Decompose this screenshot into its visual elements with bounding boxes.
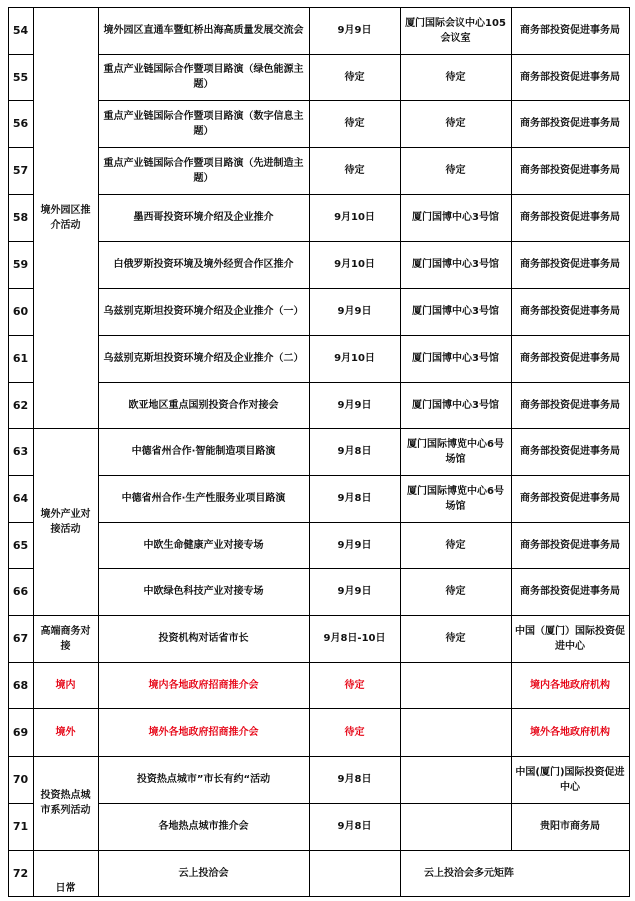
table-border xyxy=(8,7,34,8)
row-number: 61 xyxy=(12,352,29,365)
table-border xyxy=(98,615,630,616)
cell-name: 白俄罗斯投资环境及境外经贸合作区推介 xyxy=(113,259,294,270)
table-border xyxy=(33,7,99,8)
table-border xyxy=(8,850,34,851)
cell-date: 9月8日 xyxy=(337,493,372,504)
table-border xyxy=(33,896,99,897)
table-border xyxy=(98,803,630,804)
table-border xyxy=(309,7,310,897)
row-number: 64 xyxy=(12,492,29,505)
cell-name: 境外园区直通车暨虹桥出海高质量发展交流会 xyxy=(103,25,304,36)
table-border xyxy=(98,708,630,709)
table-border xyxy=(8,335,34,336)
cell-date: 9月8日-10日 xyxy=(323,633,386,644)
cell-name: 墨西哥投资环境介绍及企业推介 xyxy=(133,212,274,223)
table-border xyxy=(8,428,34,429)
table-border xyxy=(98,335,630,336)
table-border xyxy=(8,803,34,804)
cell-org: 商务部投资促进事务局 xyxy=(520,353,620,364)
table-border xyxy=(33,708,99,709)
cell-date: 9月9日 xyxy=(337,399,372,411)
table-border xyxy=(8,615,34,616)
cell-org: 商务部投资促进事务局 xyxy=(520,539,620,551)
table-border xyxy=(98,568,630,569)
cell-org: 商务部投资促进事务局 xyxy=(520,71,620,83)
cell-date: 待定 xyxy=(344,118,365,129)
table-border xyxy=(8,288,34,289)
cell-venue: 待定 xyxy=(445,539,466,551)
cell-venue: 厦门国际会议中心105会议室 xyxy=(405,17,506,44)
cell-venue: 厦门国际博览中心6号场馆 xyxy=(407,485,504,512)
table-border xyxy=(8,756,34,757)
cell-org: 商务部投资促进事务局 xyxy=(520,493,620,504)
cell-name: 乌兹别克斯坦投资环境介绍及企业推介（一） xyxy=(103,306,304,317)
table-border xyxy=(98,475,630,476)
cell-date: 9月10日 xyxy=(334,212,375,223)
row-number: 60 xyxy=(12,305,29,318)
row-number: 66 xyxy=(12,585,29,598)
row-number: 57 xyxy=(12,164,29,177)
table-border xyxy=(33,756,99,757)
table-border xyxy=(98,194,630,195)
table-border xyxy=(98,382,630,383)
cell-date: 待定 xyxy=(344,726,365,738)
row-number: 62 xyxy=(12,398,29,412)
cell-date: 9月8日 xyxy=(337,774,372,785)
cell-date: 待定 xyxy=(344,679,365,691)
cell-org: 商务部投资促进事务局 xyxy=(520,586,620,597)
table-border xyxy=(98,147,630,148)
row-number: 63 xyxy=(12,445,29,458)
cell-org: 中国（厦门）国际投资促进中心 xyxy=(515,625,625,652)
cell-org: 商务部投资促进事务局 xyxy=(520,306,620,317)
cell-date: 9月9日 xyxy=(337,306,372,317)
cell-name: 重点产业链国际合作暨项目路演（数字信息主题） xyxy=(103,110,304,137)
row-number: 58 xyxy=(12,211,29,224)
cell-venue: 厦门国博中心3号馆 xyxy=(412,353,499,364)
cell-venue xyxy=(400,708,511,756)
cell-venue xyxy=(400,756,511,803)
cell-org: 商务部投资促进事务局 xyxy=(520,399,620,411)
cell-venue: 厦门国博中心3号馆 xyxy=(412,399,499,411)
table-border xyxy=(8,475,34,476)
cell-org: 境内各地政府机构 xyxy=(530,679,610,691)
table-border xyxy=(98,756,630,757)
table-border xyxy=(8,194,34,195)
cell-org: 境外各地政府机构 xyxy=(530,726,610,738)
category-label: 境内 xyxy=(55,679,76,691)
category-label: 境外产业对接活动 xyxy=(40,508,91,535)
cell-date: 9月9日 xyxy=(337,586,372,597)
cell-name: 中德省州合作·智能制造项目路演 xyxy=(131,446,276,457)
cell-org: 商务部投资促进事务局 xyxy=(520,165,620,176)
cell-venue: 待定 xyxy=(445,71,466,83)
cell-venue: 厦门国博中心3号馆 xyxy=(412,259,499,270)
category-label: 高端商务对接 xyxy=(40,625,91,652)
cell-name: 中欧生命健康产业对接专场 xyxy=(143,539,264,551)
cell-name: 重点产业链国际合作暨项目路演（绿色能源主题） xyxy=(103,64,304,90)
table-border xyxy=(98,241,630,242)
category-label: 境外 xyxy=(55,726,76,738)
cell-venue: 待定 xyxy=(445,165,466,176)
table-border xyxy=(98,288,630,289)
cell-name: 投资机构对话省市长 xyxy=(158,633,249,644)
row-number: 70 xyxy=(12,773,29,786)
cell-name: 中欧绿色科技产业对接专场 xyxy=(143,586,264,597)
category-label: 境外园区推介活动 xyxy=(40,204,91,231)
cell-org: 商务部投资促进事务局 xyxy=(520,212,620,223)
cell-name: 投资热点城市”市长有约“活动 xyxy=(136,774,271,785)
table-border xyxy=(8,382,34,383)
table-border xyxy=(98,100,630,101)
table-border xyxy=(33,662,99,663)
row-number: 56 xyxy=(12,117,29,130)
table-border xyxy=(98,522,630,523)
cell-date: 9月8日 xyxy=(337,446,372,457)
row-number: 67 xyxy=(12,632,29,645)
row-number: 69 xyxy=(12,725,29,739)
table-border xyxy=(8,522,34,523)
table-border xyxy=(98,850,630,851)
cell-venue: 厦门国博中心3号馆 xyxy=(412,212,499,223)
cell-venue: 待定 xyxy=(445,118,466,129)
table-border xyxy=(98,428,630,429)
cell-name: 各地热点城市推介会 xyxy=(158,821,249,832)
table-border xyxy=(8,568,34,569)
table-border xyxy=(511,7,512,851)
category-label: 日常 xyxy=(55,883,76,894)
cell-venue: 厦门国际博览中心6号场馆 xyxy=(407,438,504,465)
row-number: 59 xyxy=(12,258,29,271)
cell-org: 中国(厦门)国际投资促进中心 xyxy=(515,766,625,793)
cell-org: 商务部投资促进事务局 xyxy=(520,25,620,36)
cell-date: 待定 xyxy=(344,71,365,83)
table-border xyxy=(8,708,34,709)
cell-venue: 云上投洽会多元矩阵 xyxy=(424,867,514,879)
cell-org: 商务部投资促进事务局 xyxy=(520,446,620,457)
cell-venue xyxy=(400,662,511,708)
table-border xyxy=(400,7,401,897)
cell-date: 待定 xyxy=(344,165,365,176)
cell-name: 境内各地政府招商推介会 xyxy=(148,679,259,691)
row-number: 71 xyxy=(12,820,29,833)
cell-name: 云上投洽会 xyxy=(178,867,229,879)
table-border xyxy=(8,896,34,897)
table-border xyxy=(8,54,34,55)
table-border xyxy=(629,7,630,897)
cell-name: 乌兹别克斯坦投资环境介绍及企业推介（二） xyxy=(103,353,304,364)
table-border xyxy=(33,850,99,851)
cell-date: 9月10日 xyxy=(334,353,375,364)
row-number: 54 xyxy=(12,24,29,37)
cell-org: 贵阳市商务局 xyxy=(540,821,600,832)
table-border xyxy=(8,100,34,101)
table-border xyxy=(33,615,99,616)
cell-date: 9月9日 xyxy=(337,539,372,551)
cell-date: 9月10日 xyxy=(334,259,375,270)
table-border xyxy=(98,7,630,8)
cell-name: 中德省州合作·生产性服务业项目路演 xyxy=(121,493,286,504)
cell-org: 商务部投资促进事务局 xyxy=(520,259,620,270)
cell-name: 境外各地政府招商推介会 xyxy=(148,726,259,738)
cell-venue: 厦门国博中心3号馆 xyxy=(412,306,499,317)
row-number: 68 xyxy=(12,678,29,692)
row-number: 65 xyxy=(12,538,29,552)
table-border xyxy=(98,54,630,55)
table-border xyxy=(8,7,9,897)
category-label: 投资热点城市系列活动 xyxy=(40,790,91,816)
table-border xyxy=(8,147,34,148)
cell-org: 商务部投资促进事务局 xyxy=(520,118,620,129)
row-number: 55 xyxy=(12,70,29,84)
cell-venue: 待定 xyxy=(445,586,466,597)
table-border xyxy=(33,428,99,429)
cell-name: 重点产业链国际合作暨项目路演（先进制造主题） xyxy=(103,157,304,184)
table-border xyxy=(8,662,34,663)
table-border xyxy=(98,662,630,663)
cell-venue xyxy=(400,803,511,850)
table-border xyxy=(98,7,99,897)
cell-date: 9月9日 xyxy=(337,25,372,36)
cell-venue: 待定 xyxy=(445,633,466,644)
cell-date: 9月8日 xyxy=(337,821,372,832)
cell-name: 欧亚地区重点国别投资合作对接会 xyxy=(128,399,279,411)
row-number: 72 xyxy=(12,866,29,880)
table-border xyxy=(98,896,630,897)
table-border xyxy=(8,241,34,242)
table-border xyxy=(33,7,34,897)
